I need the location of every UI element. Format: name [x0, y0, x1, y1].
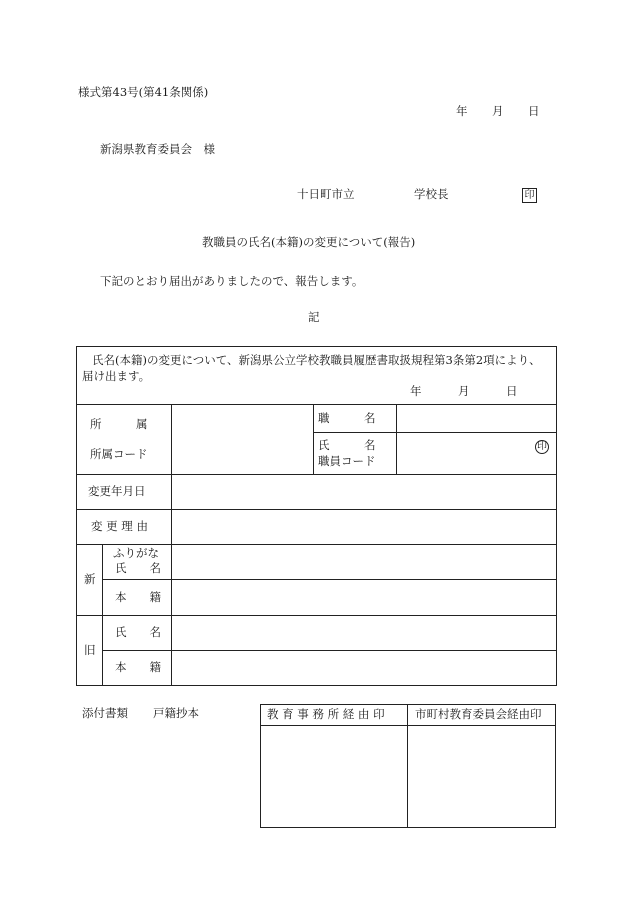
form-number: 様式第43号(第41条関係): [78, 85, 209, 99]
row-divider: [76, 474, 557, 475]
municipal-board-stamp-header: 市町村教育委員会経由印: [415, 707, 542, 721]
new-label: 新: [84, 572, 96, 586]
notice-line1: 氏名(本籍)の変更について、新潟県公立学校教職員履歴書取扱規程第3条第2項により、: [92, 353, 541, 367]
date-month-label: 月: [492, 104, 504, 118]
row-divider: [76, 544, 557, 545]
staff-code-label: 職員コード: [318, 454, 376, 468]
notice-day: 日: [506, 384, 518, 398]
intro-text: 下記のとおり届出がありましたので、報告します。: [100, 274, 364, 288]
column-divider: [313, 404, 314, 474]
column-divider: [171, 404, 172, 686]
ki-heading: 記: [308, 310, 320, 324]
staff-seal-icon: 印: [537, 441, 547, 452]
affiliation-code-label: 所属コード: [90, 447, 148, 461]
date-day-label: 日: [528, 104, 540, 118]
sender-principal: 学校長: [414, 187, 449, 201]
notice-year: 年: [410, 384, 422, 398]
date-year-label: 年: [456, 104, 468, 118]
affiliation-label: 所 属: [90, 417, 148, 431]
row-divider: [76, 615, 557, 616]
change-reason-label: 変 更 理 由: [91, 519, 148, 533]
stamp-table: [260, 704, 556, 828]
addressee: 新潟県教育委員会 様: [100, 142, 215, 156]
column-divider: [396, 404, 397, 474]
sender-school: 十日町市立: [297, 187, 355, 201]
row-divider: [76, 509, 557, 510]
new-name-label: 氏 名: [115, 561, 161, 575]
stamp-header-divider: [260, 725, 556, 726]
stamp-column-divider: [407, 704, 408, 828]
notice-line2: 届け出ます。: [82, 369, 151, 383]
row-divider: [313, 432, 557, 433]
name-label: 氏 名: [318, 438, 376, 452]
change-date-label: 変更年月日: [88, 484, 146, 498]
row-divider: [76, 404, 557, 405]
column-divider: [102, 544, 103, 686]
notice-month: 月: [458, 384, 470, 398]
document-title: 教職員の氏名(本籍)の変更について(報告): [202, 235, 416, 249]
education-office-stamp-header: 教 育 事 務 所 経 由 印: [267, 707, 385, 721]
job-title-label: 職 名: [318, 411, 376, 425]
attachment-label: 添付書類: [82, 706, 128, 720]
old-domicile-label: 本 籍: [115, 660, 161, 674]
attachment-value: 戸籍抄本: [153, 706, 199, 720]
old-name-label: 氏 名: [115, 625, 161, 639]
furigana-label: ふりがな: [113, 546, 159, 560]
old-label: 旧: [84, 643, 96, 657]
principal-seal-icon: 印: [522, 188, 537, 203]
new-domicile-label: 本 籍: [115, 590, 161, 604]
